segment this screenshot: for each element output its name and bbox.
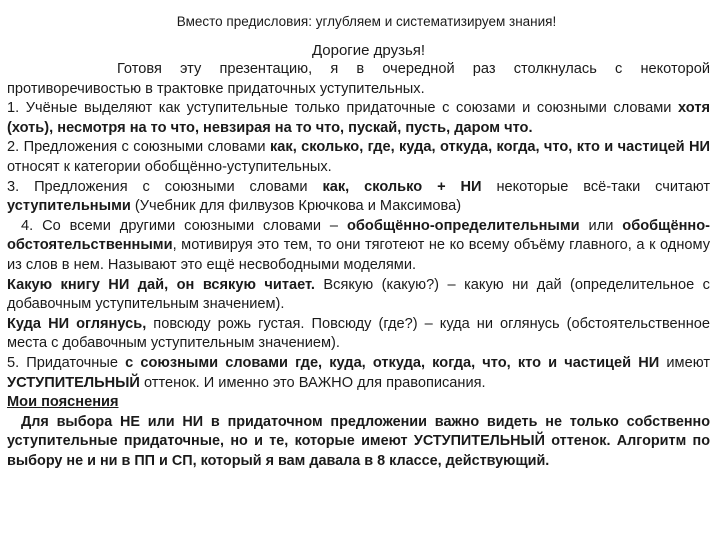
point-1 xyxy=(7,99,710,138)
explanations-heading xyxy=(7,393,710,413)
point-3-term: уступительными xyxy=(7,198,131,215)
point-4-text: 4. Со всеми другими союзными словами – xyxy=(21,217,347,234)
example-1 xyxy=(7,276,710,315)
point-5-term: УСТУПИТЕЛЬНЫЙ xyxy=(7,374,140,391)
point-4-term-1: обобщённо-определительными xyxy=(346,217,580,234)
point-2 xyxy=(7,138,710,177)
point-4 xyxy=(7,217,710,276)
point-2-text: 2. Предложения с союзными словами xyxy=(7,139,270,156)
point-1-text: 1. Учёные выделяют как уступительные только придаточные с союзами и союзными словами xyxy=(7,100,679,117)
point-3-text: 3. Предложения с союзными словами xyxy=(7,178,323,195)
point-3-mid: некоторые всё-таки считают xyxy=(481,178,710,195)
point-4-or: или xyxy=(579,217,623,234)
slide-title: Вместо предисловия: углубляем и систематизируем знания! xyxy=(176,14,557,29)
intro-paragraph: Готовя эту презентацию, я в очередной раз столкнулась с некоторой противоречивостью в трактовке придаточных уступительных. xyxy=(7,61,710,97)
point-1-conjunctions: хотя (хоть), несмотря на то что, невзирая на то что, пускай, пусть, даром что. xyxy=(7,100,710,136)
example-2 xyxy=(7,315,710,354)
point-5-have: имеют xyxy=(659,354,711,371)
point-2-tail: относят к категории обобщённо-уступительных. xyxy=(7,158,332,175)
point-5-words: с союзными словами где, куда, откуда, когда, что, кто и частицей НИ xyxy=(125,354,660,371)
point-2-words: как, сколько, где, куда, откуда, когда, что, кто и частицей НИ xyxy=(269,139,711,156)
point-5-text: 5. Придаточные xyxy=(7,354,126,371)
closing-paragraph: Для выбора НЕ или НИ в придаточном предложении важно видеть не только собственно уступительные придаточные, но и те, которые имеют УСТУПИТЕЛЬНЫЙ оттенок. Алгоритм по выбору не и ни в ПП и СП, который я вам давала в 8 классе, действующий. xyxy=(7,413,710,469)
point-3-words: как, сколько + НИ xyxy=(322,178,482,195)
point-5 xyxy=(7,354,710,393)
example-1-analysis: Всякую (какую?) – какую ни дай (определительное с добавочным уступительным значением). xyxy=(7,276,710,313)
point-3 xyxy=(7,178,710,217)
explanations-heading-text: Мои пояснения xyxy=(7,394,119,411)
point-4-term-2: обобщённо-обстоятельственными xyxy=(7,217,710,254)
greeting: Дорогие друзья! xyxy=(311,42,426,59)
point-5-tail: оттенок. И именно это ВАЖНО для правописания. xyxy=(139,374,486,391)
point-3-source: (Учебник для филвузов Крючкова и Максимова) xyxy=(130,198,462,215)
example-1-sentence: Какую книгу НИ дай, он всякую читает. xyxy=(7,276,315,293)
point-4-tail: , мотивируя это тем, то они тяготеют не ко всему объёму главного, а к одному из слов в нем. Называют это ещё несвободными моделями. xyxy=(7,237,710,273)
example-2-sentence: Куда НИ оглянусь, xyxy=(7,315,147,332)
example-2-analysis: повсюду рожь густая. Повсюду (где?) – куда ни оглянусь (обстоятельственное места с добавочным уступительным значением). xyxy=(7,315,711,352)
